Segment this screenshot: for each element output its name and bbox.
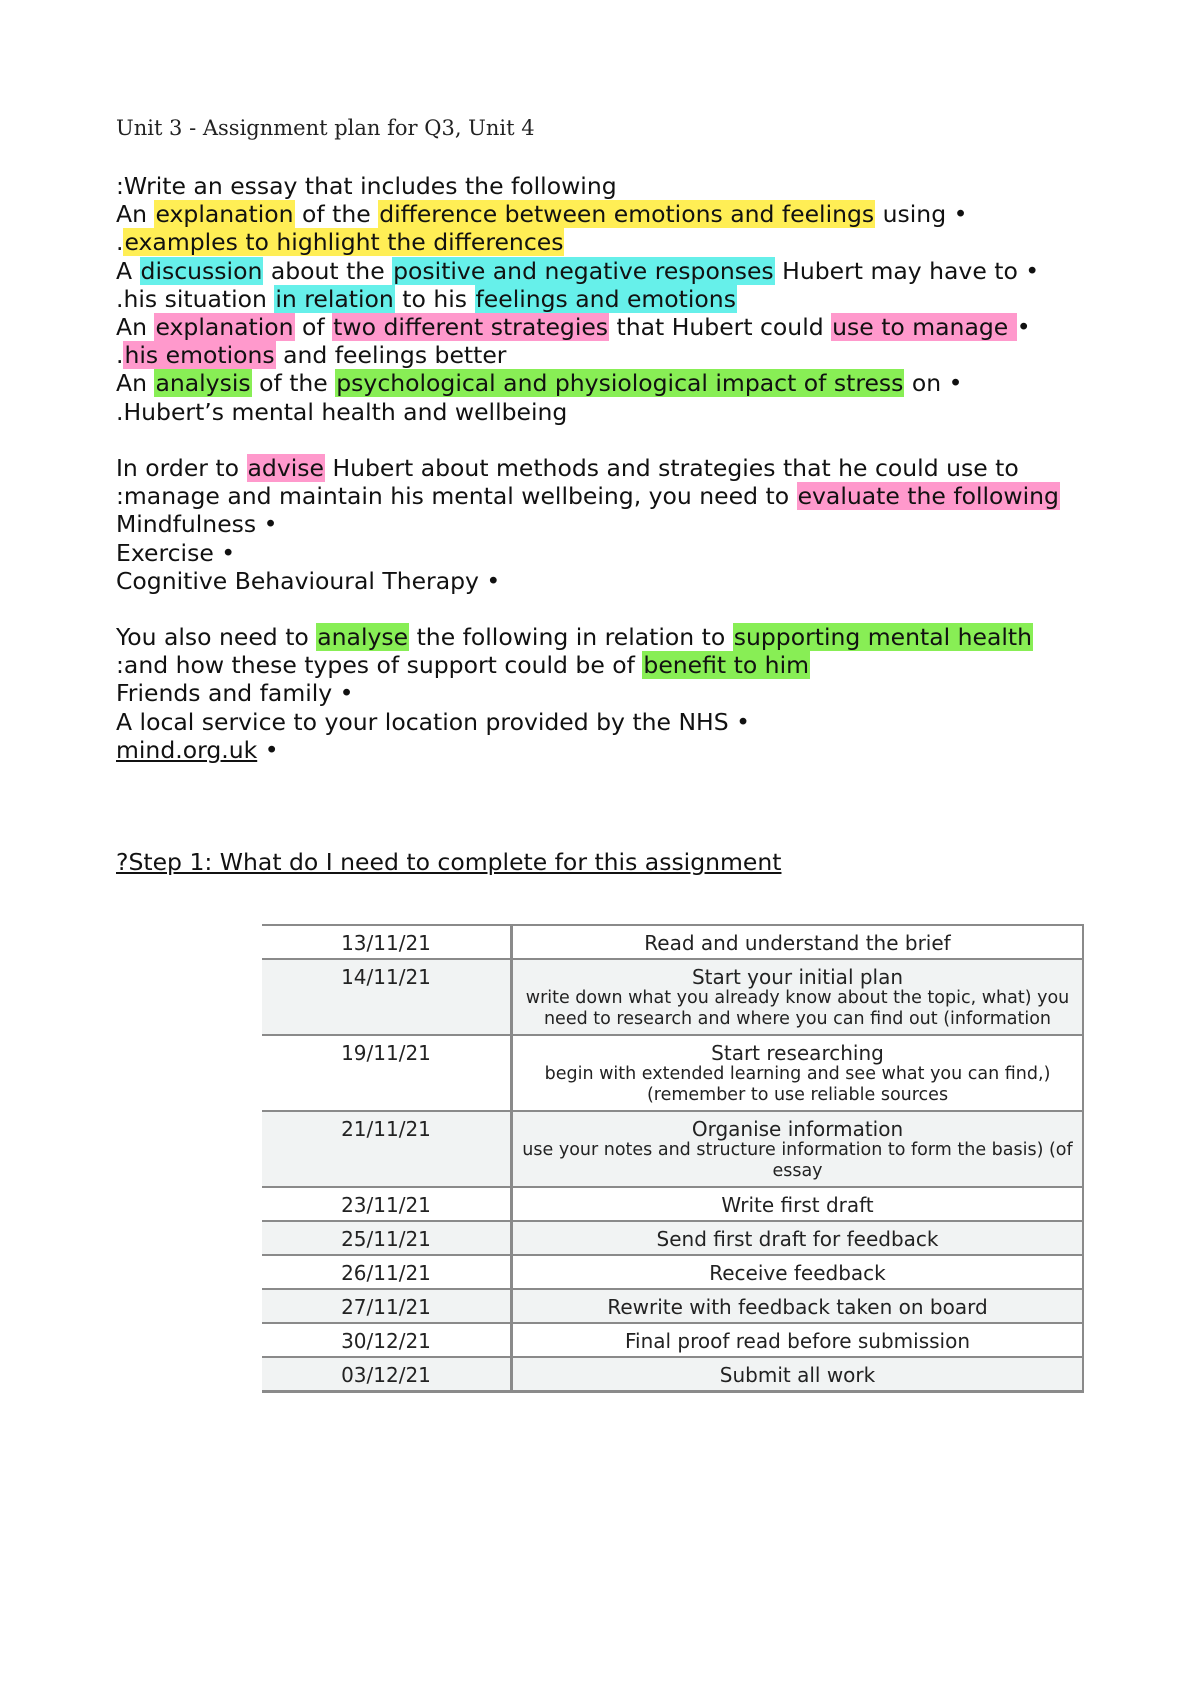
evaluate-line-2: [116, 482, 1060, 510]
table-row: [262, 1289, 1083, 1323]
table-row: [262, 1111, 1083, 1187]
requirement-line-7: [116, 369, 1039, 397]
highlight-pink: two different strategies: [333, 312, 609, 341]
requirement-line-6: [116, 341, 1039, 369]
task-title: Start your initial plan: [691, 965, 904, 989]
evaluate-item: Cognitive Behavioural Therapy •: [116, 566, 501, 595]
requirement-line-1: [116, 200, 1039, 228]
task-title: Send first draft for feedback: [656, 1227, 939, 1251]
text-span: •: [1016, 312, 1031, 341]
highlight-green: analysis: [155, 369, 251, 398]
highlight-cyan: in relation: [275, 284, 394, 313]
task-cell: [512, 1221, 1084, 1255]
table-row: [262, 1035, 1083, 1111]
table-row: [262, 1187, 1083, 1221]
table-row: [262, 1357, 1083, 1392]
highlight-cyan: feelings and emotions: [475, 284, 736, 313]
text-span: An: [116, 312, 155, 341]
task-cell: [512, 959, 1084, 1035]
requirement-line-8: .Hubert’s mental health and wellbeing: [116, 397, 568, 426]
table-row: [262, 1323, 1083, 1357]
text-span: An: [116, 200, 155, 229]
text-span: In order to: [116, 454, 247, 482]
table-row: [262, 1221, 1083, 1255]
evaluate-paragraph: [116, 454, 1060, 595]
task-title: Organise information: [691, 1117, 904, 1141]
table-row: [262, 925, 1083, 959]
requirement-line-2: [116, 228, 1039, 256]
highlight-green: supporting mental health: [733, 623, 1033, 651]
date-cell: 19/11/21: [262, 1035, 512, 1111]
highlight-cyan: positive and negative responses: [393, 256, 774, 285]
text-span: :and how these types of support could be of: [116, 651, 643, 680]
highlight-pink: his emotions: [124, 341, 275, 370]
task-title: Submit all work: [719, 1363, 876, 1387]
analyse-line-2: [116, 651, 1033, 679]
text-span: Hubert about methods and strategies that he could use to: [324, 454, 1019, 482]
text-span: that Hubert could: [609, 312, 832, 341]
text-span: Hubert may have to •: [774, 256, 1040, 285]
highlight-cyan: discussion: [140, 256, 263, 285]
requirement-line-5: [116, 313, 1039, 341]
text-span: A: [116, 256, 140, 285]
schedule-table: [262, 924, 1084, 1393]
link-line: [116, 736, 1033, 764]
task-title: Receive feedback: [709, 1261, 886, 1285]
highlight-pink: evaluate the following: [797, 482, 1059, 511]
text-span: the following in relation to: [409, 623, 733, 651]
table-row: [262, 1255, 1083, 1289]
task-cell: [512, 1255, 1084, 1289]
text-span: You also need to: [116, 623, 317, 651]
intro-line: :Write an essay that includes the following: [116, 172, 617, 200]
highlight-green: psychological and physiological impact of stress: [336, 369, 904, 398]
task-cell: [512, 1035, 1084, 1111]
highlight-yellow: difference between emotions and feelings: [379, 200, 875, 229]
essay-requirements: [116, 172, 1039, 426]
mind-link[interactable]: mind.org.uk: [116, 735, 258, 764]
table-row: [262, 959, 1083, 1035]
highlight-yellow: explanation: [155, 200, 294, 229]
task-title: Write first draft: [721, 1193, 874, 1217]
date-cell: 13/11/21: [262, 925, 512, 959]
requirement-line-3: [116, 257, 1039, 285]
text-span: .: [116, 341, 124, 370]
evaluate-item: Mindfulness •: [116, 510, 278, 539]
evaluate-line-1: [116, 454, 1060, 482]
date-cell: 30/12/21: [262, 1323, 512, 1357]
text-span: .his situation: [116, 284, 275, 313]
date-cell: 21/11/21: [262, 1111, 512, 1187]
task-description: use your notes and structure information to form the basis) (of essay: [522, 1140, 1073, 1181]
highlight-pink: explanation: [155, 312, 294, 341]
text-span: of: [294, 312, 333, 341]
date-cell: 14/11/21: [262, 959, 512, 1035]
text-span: to his: [394, 284, 475, 313]
analyse-line-1: [116, 623, 1033, 651]
task-title: Rewrite with feedback taken on board: [607, 1295, 988, 1319]
text-span: about the: [263, 256, 393, 285]
highlight-yellow: examples to highlight the differences: [124, 228, 564, 257]
analyse-item: A local service to your location provided by the NHS •: [116, 707, 750, 736]
text-span: An: [116, 369, 155, 398]
date-cell: 26/11/21: [262, 1255, 512, 1289]
text-span: :manage and maintain his mental wellbeing, you need to: [116, 482, 797, 511]
task-cell: [512, 1289, 1084, 1323]
task-cell: [512, 1357, 1084, 1392]
text-span: on •: [904, 369, 963, 398]
evaluate-item: Exercise •: [116, 538, 236, 567]
task-cell: [512, 1323, 1084, 1357]
text-span: .: [116, 228, 124, 257]
task-cell: [512, 1111, 1084, 1187]
task-description: write down what you already know about the topic, what) you need to research and where you can find out (information: [525, 988, 1070, 1029]
highlight-pink: use to manage: [832, 312, 1016, 341]
date-cell: 23/11/21: [262, 1187, 512, 1221]
text-span: using •: [875, 200, 968, 229]
text-span: •: [257, 735, 279, 764]
task-cell: [512, 1187, 1084, 1221]
date-cell: 03/12/21: [262, 1357, 512, 1392]
task-cell: [512, 925, 1084, 959]
analyse-item: Friends and family •: [116, 679, 354, 708]
highlight-green: benefit to him: [643, 651, 809, 680]
document-title: Unit 3 - Assignment plan for Q3, Unit 4: [116, 116, 535, 140]
highlight-green: analyse: [317, 623, 409, 651]
requirement-line-4: [116, 285, 1039, 313]
text-span: of the: [251, 369, 336, 398]
date-cell: 25/11/21: [262, 1221, 512, 1255]
step1-heading: ?Step 1: What do I need to complete for this assignment: [116, 848, 782, 876]
task-title: Read and understand the brief: [644, 931, 951, 955]
text-span: of the: [294, 200, 379, 229]
highlight-pink: advise: [247, 454, 324, 482]
task-title: Final proof read before submission: [624, 1329, 971, 1353]
text-span: and feelings better: [275, 341, 507, 370]
task-title: Start researching: [711, 1041, 884, 1065]
schedule-table-body: [262, 925, 1083, 1392]
analyse-paragraph: [116, 623, 1033, 764]
date-cell: 27/11/21: [262, 1289, 512, 1323]
task-description: begin with extended learning and see what you can find,) (remember to use reliable sources: [544, 1064, 1051, 1105]
